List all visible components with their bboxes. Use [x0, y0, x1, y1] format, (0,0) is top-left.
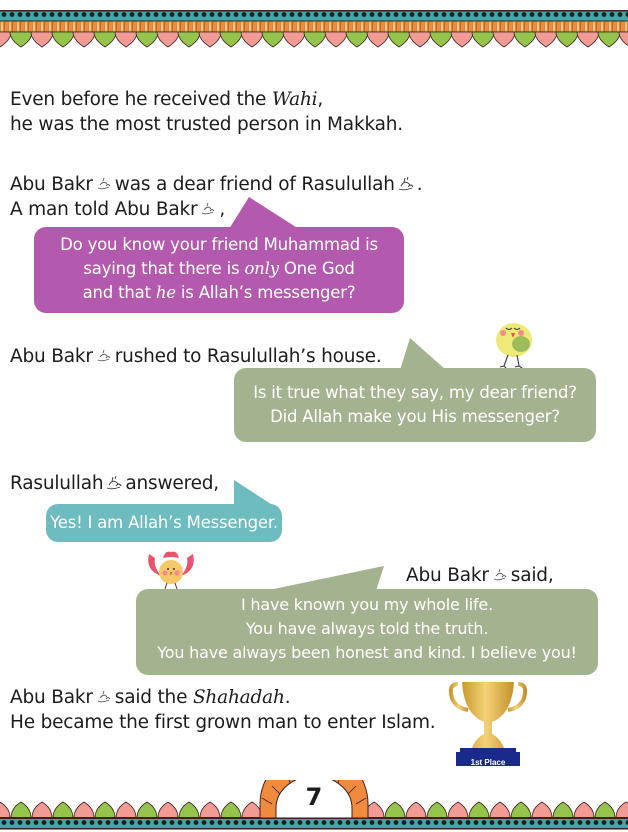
bubble-line-2: Did Allah make you His messenger?: [270, 407, 560, 426]
bubble-line-2: [34, 257, 404, 281]
text: rushed to Rasulullah’s house.: [114, 346, 382, 367]
friend-line-1: [10, 173, 422, 197]
bubble-line-1: Yes! I am Allah’s Messenger.: [50, 513, 278, 532]
text: Abu Bakr: [10, 687, 93, 708]
friend-line-2: [10, 198, 225, 222]
text: ,: [317, 89, 324, 110]
bubble-line-2: You have always told the truth.: [245, 619, 489, 638]
trophy-label: 1st Place: [470, 758, 506, 767]
text: ,: [219, 199, 226, 220]
text: Even before he received the: [10, 89, 272, 110]
honorific-calligraphy-icon: [96, 349, 112, 363]
only-italic: only: [244, 259, 279, 278]
text: Abu Bakr: [10, 174, 93, 195]
bottom-dot-band: [0, 818, 628, 830]
speech-bubble-tail: [400, 338, 446, 370]
text: answered,: [125, 473, 219, 494]
shahadah-line-2: He became the first grown man to enter Islam.: [10, 712, 436, 733]
speech-bubble-tail: [229, 197, 299, 229]
text: said the: [114, 687, 193, 708]
speech-bubble-abubakr-question: [234, 368, 596, 442]
answered-line: [10, 472, 219, 496]
honorific-calligraphy-icon: [492, 568, 508, 582]
shahadah-italic: Shahadah: [192, 687, 285, 708]
text: Rasulullah: [10, 473, 104, 494]
trophy-icon: [448, 680, 528, 770]
bubble-line-1: I have known you my whole life.: [241, 595, 493, 614]
text: was a dear friend of Rasulullah: [114, 174, 395, 195]
wahi-italic: Wahi: [271, 89, 318, 110]
said-line: [406, 564, 554, 588]
page-number: 7: [305, 783, 323, 811]
speech-bubble-tail: [234, 480, 274, 506]
speech-bubble-man: [34, 227, 404, 313]
text: saying that there is: [83, 259, 245, 278]
speech-bubble-rasulullah: [46, 504, 282, 542]
bubble-line-1: Do you know your friend Muhammad is: [60, 235, 378, 254]
speech-bubble-tail: [264, 566, 384, 591]
he-italic: he: [155, 283, 176, 302]
text: Abu Bakr: [406, 565, 489, 586]
intro-line-2: he was the most trusted person in Makkah.: [10, 114, 403, 135]
honorific-calligraphy-icon: [96, 177, 112, 191]
text: .: [416, 174, 423, 195]
honorific-calligraphy-icon: [200, 202, 216, 216]
speech-bubble-abubakr-belief: [136, 589, 598, 675]
top-decorative-border: [0, 10, 628, 48]
bubble-line-3: You have always been honest and kind. I believe you!: [157, 643, 577, 662]
rushed-line: [10, 345, 382, 369]
shahadah-line-1: [10, 686, 290, 710]
text: One God: [278, 259, 355, 278]
intro-line-1: [10, 88, 323, 112]
text: and that: [82, 283, 156, 302]
bubble-line-1: Is it true what they say, my dear friend?: [253, 383, 577, 402]
text: .: [284, 687, 291, 708]
bubble-line-3: [34, 281, 404, 305]
text: said,: [510, 565, 554, 586]
yellow-bird-icon: [484, 316, 544, 368]
honorific-calligraphy-icon: [398, 177, 414, 191]
text: is Allah’s messenger?: [175, 283, 356, 302]
honorific-calligraphy-icon: [96, 690, 112, 704]
text: A man told Abu Bakr: [10, 199, 198, 220]
text: Abu Bakr: [10, 346, 93, 367]
honorific-calligraphy-icon: [106, 476, 122, 490]
red-bird-icon: [143, 548, 199, 590]
